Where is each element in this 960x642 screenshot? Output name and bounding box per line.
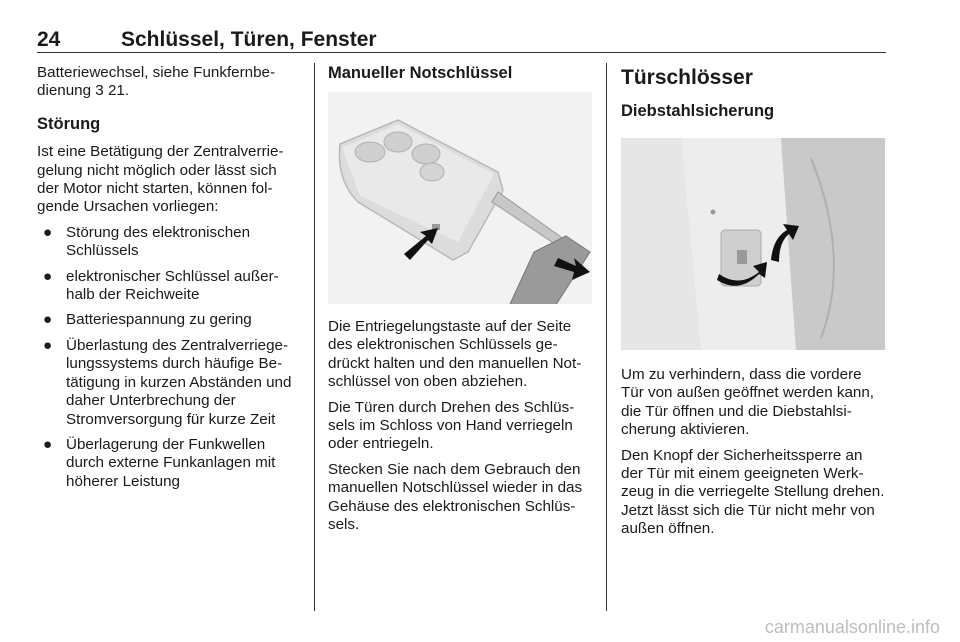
bullet-icon: ● (43, 435, 53, 453)
cause-list (37, 224, 301, 491)
list-item: ● elektronischer Schlüssel außerhalb der Reichweite (43, 267, 279, 304)
section-heading-tuerschloesser: Türschlösser (621, 66, 753, 89)
diebstahl-paragraph-2: Den Knopf der Sicherheitssperre an der Tür mit einem geeigneten Werkzeug in die verriegelte Stellung drehen. Jetzt lässt sich die Tür nicht mehr von außen öffnen. (621, 446, 885, 538)
notschluessel-paragraph-1: Die Entriegelungstaste auf der Seite des elektronischen Schlüssels gedrückt halten und den manuellen Notschlüssel von oben abziehen. (328, 318, 582, 391)
column-divider-2 (606, 63, 607, 611)
battery-change-reference: Batteriewechsel, siehe Funkfernbedienung 3 21. (37, 64, 276, 100)
bullet-icon: ● (43, 311, 53, 329)
diebstahl-paragraph-1: Um zu verhindern, dass die vordere Tür von außen geöffnet werden kann, die Tür öffnen und die Diebstahlsicherung aktivieren. (621, 366, 875, 439)
header-rule (37, 52, 886, 53)
stoerung-paragraph: Ist eine Betätigung der Zentralverriegelung nicht möglich oder lässt sich der Motor nicht starten, können folgende Ursachen vorliegen: (37, 143, 284, 216)
column-divider-1 (314, 63, 315, 611)
section-heading-notschluessel: Manueller Notschlüssel (328, 64, 513, 82)
key-illustration (328, 92, 592, 304)
column-3 (621, 64, 885, 546)
list-item: ● Überlagerung der Funkwellen durch externe Funkanlagen mit höherer Leistung (43, 435, 276, 490)
bullet-icon: ● (43, 267, 53, 285)
chapter-title: Schlüssel, Türen, Fenster (121, 28, 377, 51)
page-number: 24 (37, 28, 61, 51)
bullet-icon: ● (43, 223, 53, 241)
column-2 (328, 64, 591, 541)
bullet-icon: ● (43, 336, 53, 354)
page-header (37, 28, 885, 50)
door-lock-illustration (621, 138, 885, 350)
list-item: ● Batteriespannung zu gering (43, 311, 252, 329)
watermark: carmanualsonline.info (764, 617, 940, 637)
column-1 (37, 64, 301, 498)
list-item: ● Überlastung des Zentralverriegelungssystems durch häufige Betätigung in kurzen Abständen und daher Unterbrechung der Stromversorgung für kurze Zeit (43, 336, 292, 428)
notschluessel-paragraph-2: Die Türen durch Drehen des Schlüssels im Schloss von Hand verriegeln oder entriegeln. (328, 398, 575, 453)
section-heading-stoerung: Störung (37, 114, 101, 133)
list-item: ● Störung des elektronischen Schlüssels (43, 223, 251, 260)
notschluessel-paragraph-3: Stecken Sie nach dem Gebrauch den manuellen Notschlüssel wieder in das Gehäuse des elektronischen Schlüssels. (328, 460, 583, 534)
subheading-diebstahlsicherung: Diebstahlsicherung (621, 102, 775, 120)
